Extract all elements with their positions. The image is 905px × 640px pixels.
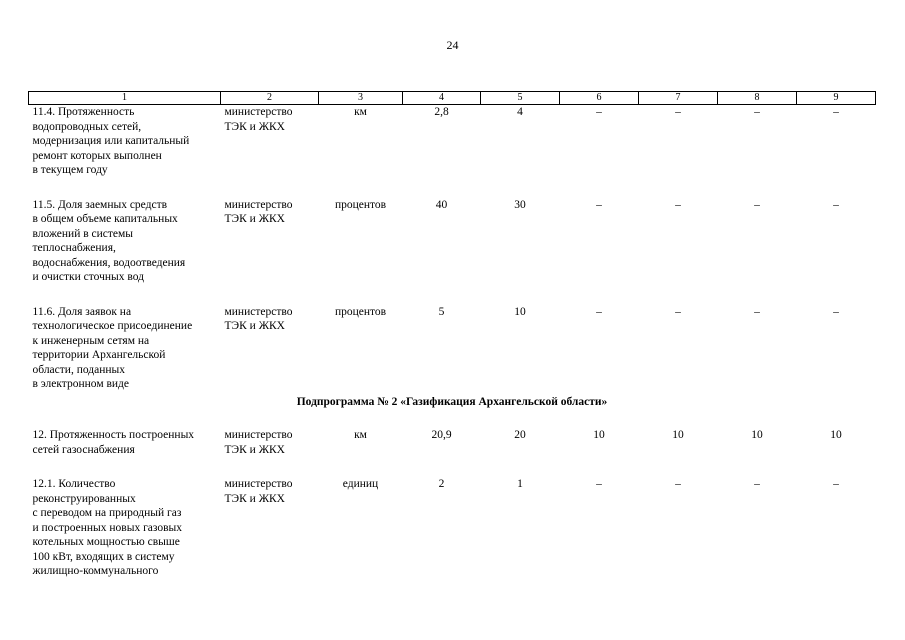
row-spacer (29, 579, 876, 599)
row-spacer (29, 178, 876, 198)
value-cell: 40 (435, 198, 448, 211)
value-cell: – (833, 106, 839, 118)
page-number: 24 (446, 38, 459, 52)
value-cell: – (754, 305, 760, 318)
table-row (29, 477, 876, 579)
row-spacer (29, 457, 876, 477)
value-cell: 2,8 (434, 106, 449, 118)
table-row (29, 105, 876, 178)
value-cell: – (675, 106, 681, 118)
column-number: 2 (221, 92, 319, 105)
table-row (29, 428, 876, 457)
value-cell: 20,9 (431, 429, 452, 441)
responsible-org: министерство ТЭК и ЖКХ (224, 198, 293, 225)
unit-cell: процентов (334, 305, 387, 318)
column-number: 3 (319, 92, 403, 105)
value-cell: 10 (751, 429, 763, 441)
indicator-name: 11.6. Доля заявок на технологическое присоединение к инженерным сетям на территории Архангельской области, поданных в электронном виде (32, 305, 193, 390)
value-cell: 5 (438, 305, 445, 318)
value-cell: – (596, 198, 602, 211)
value-cell: 10 (593, 429, 605, 441)
unit-cell: км (354, 106, 367, 118)
value-cell: – (754, 478, 760, 490)
value-cell: – (754, 198, 760, 211)
value-cell: – (675, 478, 681, 490)
unit-cell: единиц (342, 478, 379, 490)
responsible-org: министерство ТЭК и ЖКХ (224, 106, 293, 133)
section-row (29, 392, 876, 429)
indicators-table (28, 91, 876, 599)
value-cell: – (833, 478, 839, 490)
value-cell: – (675, 198, 681, 211)
column-number: 5 (481, 92, 560, 105)
column-number: 7 (639, 92, 718, 105)
value-cell: 30 (514, 198, 526, 211)
indicator-name: 12.1. Количество реконструированных с переводом на природный газ и построенных новых газовых котельных мощностью свыше 100 кВт, входящих в систему жилищно-коммунального (32, 478, 183, 577)
column-number: 4 (403, 92, 481, 105)
unit-cell: км (354, 429, 367, 441)
section-title: Подпрограмма № 2 «Газификация Архангельской области» (296, 395, 608, 408)
value-cell: – (754, 106, 760, 118)
value-cell: 20 (514, 429, 526, 441)
value-cell: 10 (672, 429, 684, 441)
header-row (29, 92, 876, 105)
value-cell: – (675, 305, 681, 318)
responsible-org: министерство ТЭК и ЖКХ (224, 305, 293, 332)
value-cell: 2 (438, 478, 445, 490)
indicator-name: 11.5. Доля заемных средств в общем объеме капитальных вложений в системы теплоснабжения, водоснабжения, водоотведения и очистки сточных вод (32, 198, 186, 283)
responsible-org: министерство ТЭК и ЖКХ (224, 478, 293, 505)
value-cell: 4 (517, 106, 523, 118)
column-number: 8 (718, 92, 797, 105)
unit-cell: процентов (334, 198, 387, 211)
value-cell: 10 (830, 429, 842, 441)
value-cell: – (596, 478, 602, 490)
table-row (29, 305, 876, 392)
indicator-name: 12. Протяженность построенных сетей газоснабжения (32, 429, 195, 456)
column-number: 9 (797, 92, 876, 105)
indicator-name: 11.4. Протяженность водопроводных сетей, модернизация или капитальный ремонт которых выполнен в текущем году (32, 106, 190, 176)
value-cell: – (596, 305, 602, 318)
row-spacer (29, 285, 876, 305)
table-row (29, 198, 876, 285)
value-cell: 10 (514, 305, 526, 318)
value-cell: – (833, 198, 839, 211)
value-cell: – (833, 305, 839, 318)
responsible-org: министерство ТЭК и ЖКХ (224, 429, 293, 456)
column-number: 6 (560, 92, 639, 105)
value-cell: 1 (517, 478, 523, 490)
value-cell: – (596, 106, 602, 118)
column-number: 1 (29, 92, 221, 105)
